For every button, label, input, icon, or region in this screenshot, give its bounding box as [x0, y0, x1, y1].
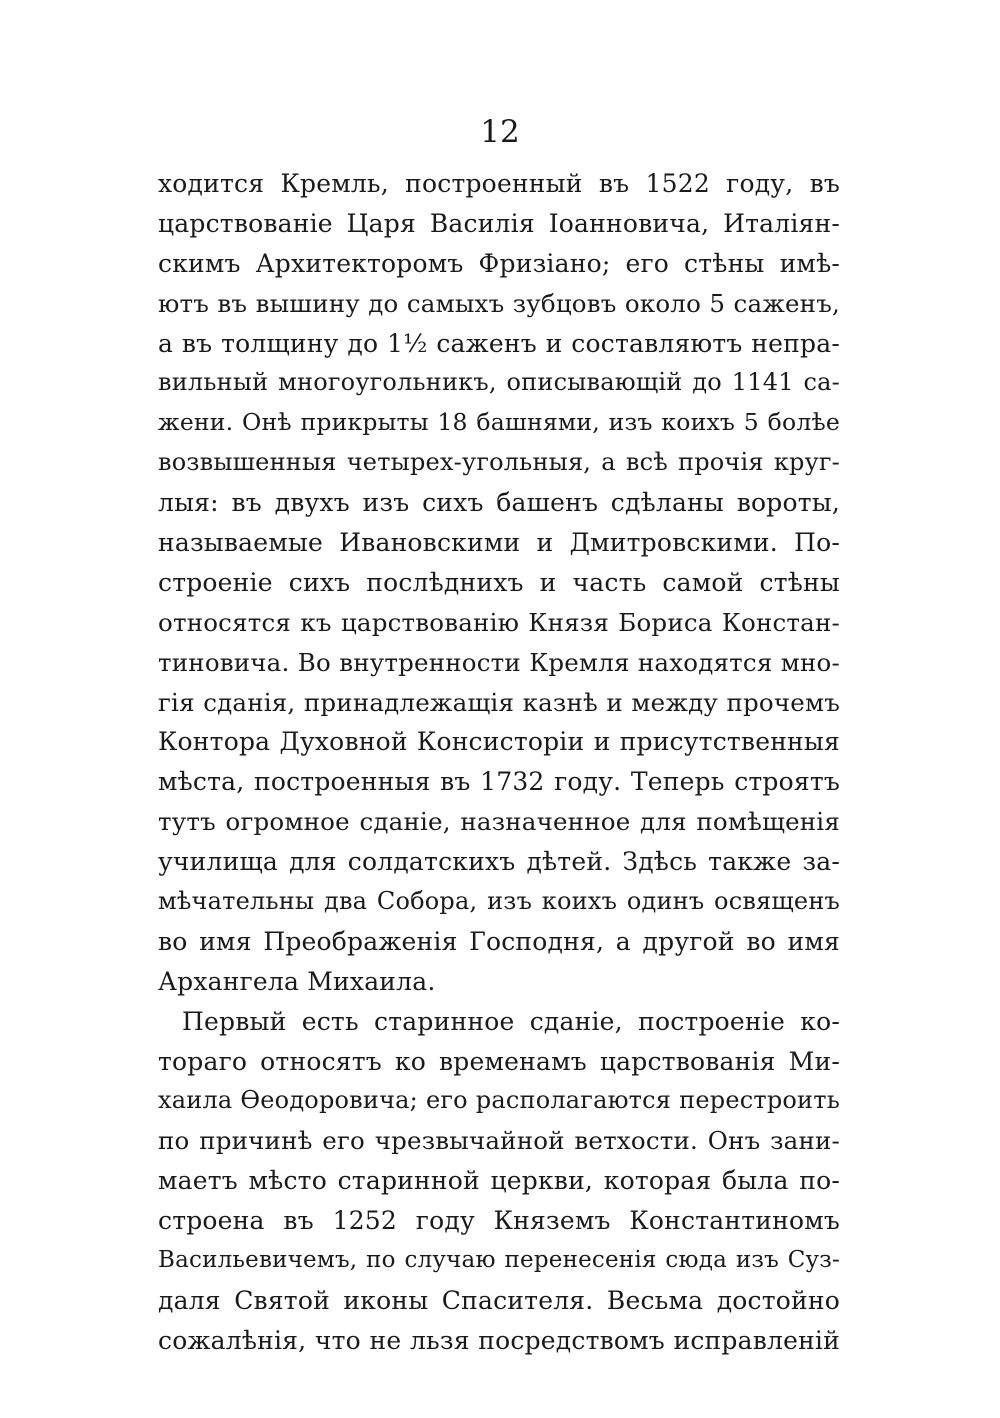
- paragraph-2: [158, 1002, 840, 1361]
- text-line: мѣчательны два Собора, изъ коихъ одинъ освященъ: [158, 887, 840, 916]
- text-line: ходится Кремль, построенный въ 1522 году, въ: [158, 169, 840, 198]
- text-line: Контора Духовной Консисторіи и присутственныя: [158, 727, 840, 757]
- text-line: Васильевичемъ, по случаю перенесенія сюда изъ Суз-: [158, 1247, 840, 1274]
- body-text: [158, 164, 840, 1361]
- page-number: 12: [480, 114, 520, 150]
- text-line: строена въ 1252 году Княземъ Константиномъ: [158, 1206, 840, 1236]
- text-line: сожалѣнія, что не льзя посредствомъ исправленій: [158, 1325, 840, 1355]
- text-line: строеніе сихъ послѣднихъ и часть самой стѣны: [158, 567, 840, 597]
- text-line: вильный многоугольникъ, описывающій до 1141 са-: [158, 368, 840, 397]
- text-line: относятся къ царствованію Князя Бориса Констан-: [158, 607, 840, 637]
- text-line: лыя: въ двухъ изъ сихъ башенъ сдѣланы вороты,: [158, 488, 840, 518]
- text-line: тораго относятъ ко временамъ царствованія Ми-: [158, 1046, 840, 1076]
- paragraph-1: [158, 164, 840, 1002]
- text-line: возвышенныя четырех-угольныя, а всѣ прочія круг-: [158, 448, 840, 477]
- text-line: мѣста, построенныя въ 1732 году. Теперь строятъ: [158, 767, 840, 797]
- text-line: называемые Ивановскими и Дмитровскими. По-: [158, 528, 840, 558]
- text-line: по причинѣ его чрезвычайной ветхости. Онъ зани-: [158, 1126, 840, 1156]
- text-line: жени. Онѣ прикрыты 18 башнями, изъ коихъ 5 болѣе: [158, 408, 840, 437]
- text-line: во имя Преображенія Господня, а другой во имя: [158, 926, 840, 956]
- text-line: ютъ въ вышину до самыхъ зубцовъ около 5 саженъ,: [158, 288, 840, 318]
- text-line: Архангела Михаила.: [158, 966, 436, 996]
- text-line: царствованіе Царя Василія Іоанновича, Италіян-: [158, 208, 840, 238]
- text-line: тутъ огромное сданіе, назначенное для помѣщенія: [158, 807, 840, 837]
- text-line: скимъ Архитекторомъ Фризіано; его стѣны имѣ-: [158, 248, 840, 278]
- text-line: даля Святой иконы Спасителя. Весьма достойно: [158, 1285, 840, 1315]
- text-line: гія сданія, принадлежащія казнѣ и между прочемъ: [158, 687, 840, 717]
- text-line: а въ толщину до 1½ саженъ и составляютъ непра-: [158, 328, 840, 358]
- text-line: училища для солдатскихъ дѣтей. Здѣсь также за-: [158, 847, 840, 877]
- text-line: Первый есть старинное сданіе, построеніе ко-: [182, 1006, 840, 1036]
- text-line: хаила Ѳеодоровича; его располагаются перестроить: [158, 1086, 840, 1115]
- text-line: тиновича. Во внутренности Кремля находятся мно-: [158, 647, 840, 677]
- text-line: маетъ мѣсто старинной церкви, которая была по-: [158, 1166, 840, 1196]
